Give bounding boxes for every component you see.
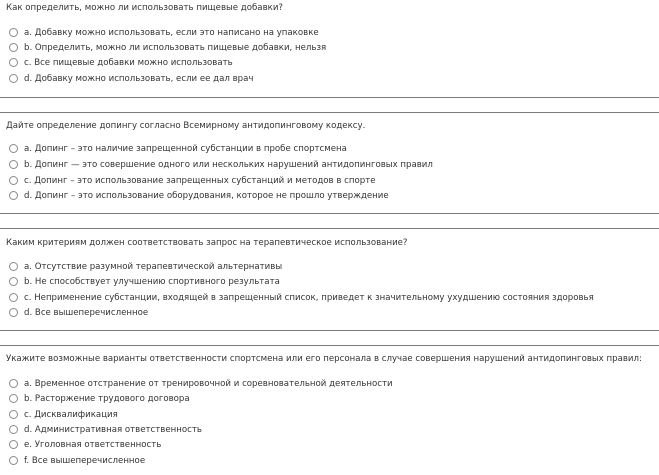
radio-button[interactable]: [9, 28, 18, 37]
question-4-option-a[interactable]: [9, 377, 393, 390]
option-label: f. Все вышеперечисленное: [24, 455, 146, 466]
question-4-option-b[interactable]: [9, 392, 190, 405]
option-label: b. Расторжение трудового договора: [24, 393, 190, 404]
radio-button[interactable]: [9, 379, 18, 388]
radio-button[interactable]: [9, 191, 18, 200]
radio-button[interactable]: [9, 394, 18, 403]
question-1-option-d[interactable]: [9, 72, 253, 85]
option-label: d. Административная ответственность: [24, 424, 202, 435]
question-divider: [0, 228, 659, 229]
option-label: d. Все вышеперечисленное: [24, 307, 149, 318]
question-3-text: Каким критериям должен соответствовать запрос на терапевтическое использование?: [6, 238, 408, 248]
question-4-option-d[interactable]: [9, 423, 202, 436]
question-3-option-b[interactable]: [9, 275, 280, 288]
question-2-option-c[interactable]: [9, 174, 375, 187]
question-2-option-b[interactable]: [9, 158, 433, 171]
radio-button[interactable]: [9, 160, 18, 169]
radio-button[interactable]: [9, 293, 18, 302]
question-1-text: Как определить, можно ли использовать пищевые добавки?: [6, 3, 283, 13]
question-4-option-e[interactable]: [9, 438, 161, 451]
radio-button[interactable]: [9, 58, 18, 67]
option-label: b. Допинг — это совершение одного или нескольких нарушений антидопинговых правил: [24, 159, 433, 170]
option-label: b. Определить, можно ли использовать пищевые добавки, нельзя: [24, 42, 327, 53]
radio-button[interactable]: [9, 425, 18, 434]
question-3-option-c[interactable]: [9, 291, 594, 304]
question-divider: [0, 345, 659, 346]
question-4-option-f[interactable]: [9, 454, 145, 467]
option-label: c. Неприменение субстанции, входящей в запрещенный список, приведет к значительному ухудшению состояния здоровья: [24, 292, 594, 303]
question-1-option-b[interactable]: [9, 41, 326, 54]
question-4-text: Укажите возможные варианты ответственности спортсмена или его персонала в случае совершения нарушений антидопинговых правил:: [6, 354, 642, 364]
question-3-option-d[interactable]: [9, 306, 148, 319]
option-label: c. Дисквалификация: [24, 409, 118, 420]
radio-button[interactable]: [9, 456, 18, 465]
question-2-option-a[interactable]: [9, 142, 347, 155]
question-2-option-d[interactable]: [9, 189, 389, 202]
question-3-option-a[interactable]: [9, 260, 282, 273]
option-label: c. Все пищевые добавки можно использовать: [24, 57, 233, 68]
option-label: b. Не способствует улучшению спортивного результата: [24, 276, 280, 287]
question-2-text: Дайте определение допингу согласно Всемирному антидопинговому кодексу.: [6, 121, 366, 131]
question-4-option-c[interactable]: [9, 408, 118, 421]
question-1-option-c[interactable]: [9, 56, 233, 69]
option-label: e. Уголовная ответственность: [24, 439, 162, 450]
radio-button[interactable]: [9, 277, 18, 286]
option-label: a. Временное отстранение от тренировочной и соревновательной деятельности: [24, 378, 393, 389]
option-label: c. Допинг – это использование запрещенных субстанций и методов в спорте: [24, 175, 376, 186]
radio-button[interactable]: [9, 410, 18, 419]
option-label: a. Отсутствие разумной терапевтической альтернативы: [24, 261, 283, 272]
radio-button[interactable]: [9, 74, 18, 83]
question-1-option-a[interactable]: [9, 26, 319, 39]
radio-button[interactable]: [9, 262, 18, 271]
option-label: d. Допинг – это использование оборудования, которое не прошло утверждение: [24, 190, 389, 201]
radio-button[interactable]: [9, 43, 18, 52]
option-label: a. Допинг – это наличие запрещенной субстанции в пробе спортсмена: [24, 143, 347, 154]
question-divider: [0, 330, 659, 331]
option-label: a. Добавку можно использовать, если это написано на упаковке: [24, 27, 319, 38]
option-label: d. Добавку можно использовать, если ее дал врач: [24, 73, 254, 84]
question-divider: [0, 213, 659, 214]
radio-button[interactable]: [9, 440, 18, 449]
radio-button[interactable]: [9, 308, 18, 317]
radio-button[interactable]: [9, 176, 18, 185]
radio-button[interactable]: [9, 144, 18, 153]
question-divider: [0, 112, 659, 113]
question-divider: [0, 97, 659, 98]
